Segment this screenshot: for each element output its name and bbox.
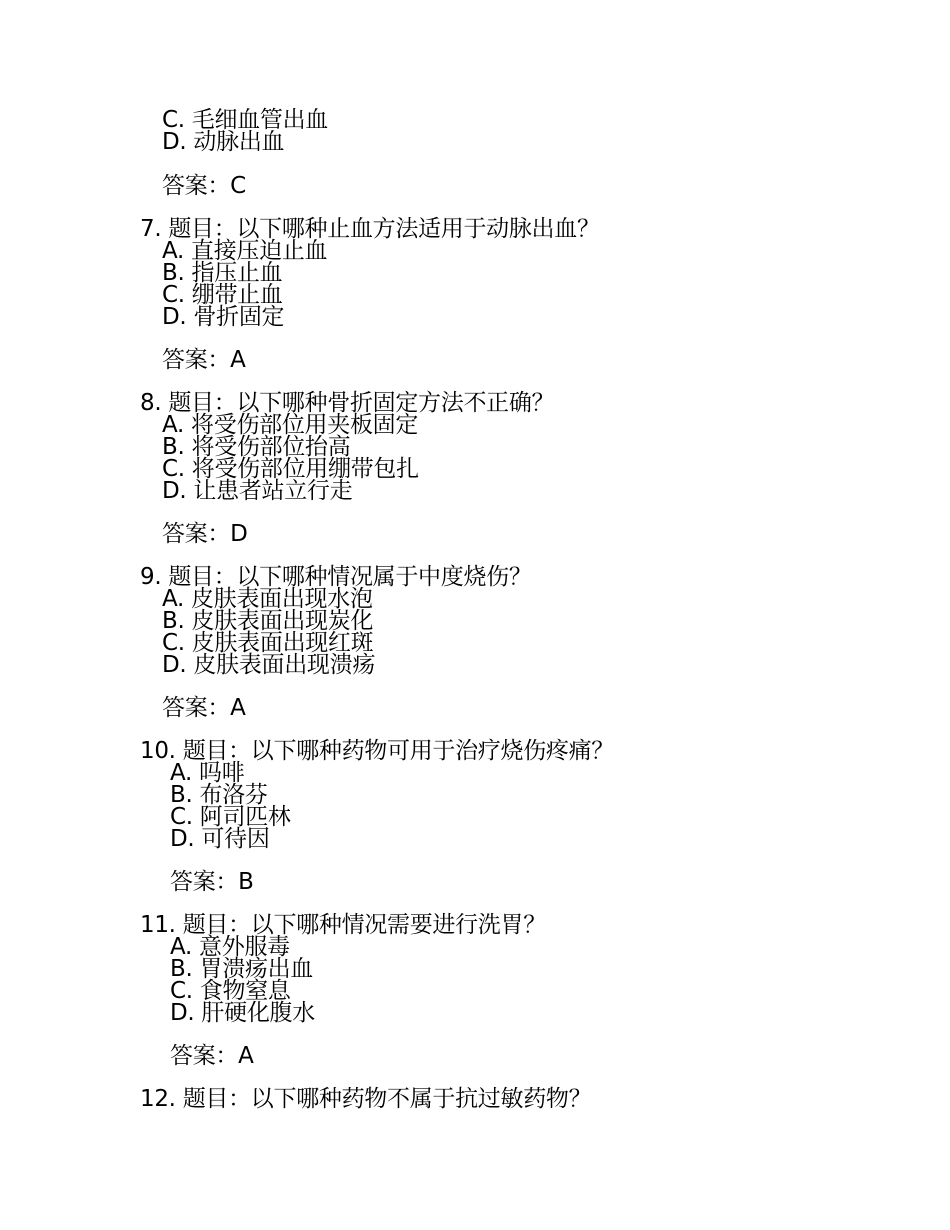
option-b: B. 布洛芬 bbox=[170, 782, 268, 808]
question-title: 12. 题目：以下哪种药物不属于抗过敏药物？ bbox=[140, 1086, 592, 1112]
option-d: D. 骨折固定 bbox=[162, 304, 285, 330]
question-title: 10. 题目：以下哪种药物可用于治疗烧伤疼痛？ bbox=[140, 738, 614, 764]
option-b: B. 指压止血 bbox=[162, 260, 283, 286]
option-a: A. 意外服毒 bbox=[170, 934, 290, 960]
option-b: B. 皮肤表面出现炭化 bbox=[162, 608, 374, 634]
answer-text: 答案：A bbox=[170, 1043, 254, 1069]
option-a: A. 吗啡 bbox=[170, 760, 245, 786]
answer-text: 答案：D bbox=[162, 521, 248, 547]
answer-text: 答案：B bbox=[170, 869, 254, 895]
option-d: D. 皮肤表面出现溃疡 bbox=[162, 652, 376, 678]
option-d: D. 可待因 bbox=[170, 826, 270, 852]
option-d: D. 让患者站立行走 bbox=[162, 478, 353, 504]
option-c: C. 毛细血管出血 bbox=[162, 107, 328, 133]
question-title: 9. 题目：以下哪种情况属于中度烧伤？ bbox=[140, 564, 532, 590]
option-c: C. 绷带止血 bbox=[162, 282, 283, 308]
answer-text: 答案：C bbox=[162, 173, 246, 199]
option-a: A. 皮肤表面出现水泡 bbox=[162, 586, 373, 612]
answer-text: 答案：A bbox=[162, 695, 246, 721]
option-b: B. 将受伤部位抬高 bbox=[162, 434, 351, 460]
question-title: 8. 题目：以下哪种骨折固定方法不正确？ bbox=[140, 390, 555, 416]
question-title: 11. 题目：以下哪种情况需要进行洗胃？ bbox=[140, 912, 546, 938]
question-title: 7. 题目：以下哪种止血方法适用于动脉出血？ bbox=[140, 216, 600, 242]
option-c: C. 皮肤表面出现红斑 bbox=[162, 630, 374, 656]
option-d: D. 动脉出血 bbox=[162, 129, 285, 155]
option-c: C. 阿司匹林 bbox=[170, 804, 291, 830]
option-d: D. 肝硬化腹水 bbox=[170, 1000, 315, 1026]
option-a: A. 将受伤部位用夹板固定 bbox=[162, 412, 419, 438]
answer-text: 答案：A bbox=[162, 347, 246, 373]
option-b: B. 胃溃疡出血 bbox=[170, 956, 314, 982]
option-a: A. 直接压迫止血 bbox=[162, 238, 328, 264]
option-c: C. 食物窒息 bbox=[170, 978, 291, 1004]
option-c: C. 将受伤部位用绷带包扎 bbox=[162, 456, 419, 482]
